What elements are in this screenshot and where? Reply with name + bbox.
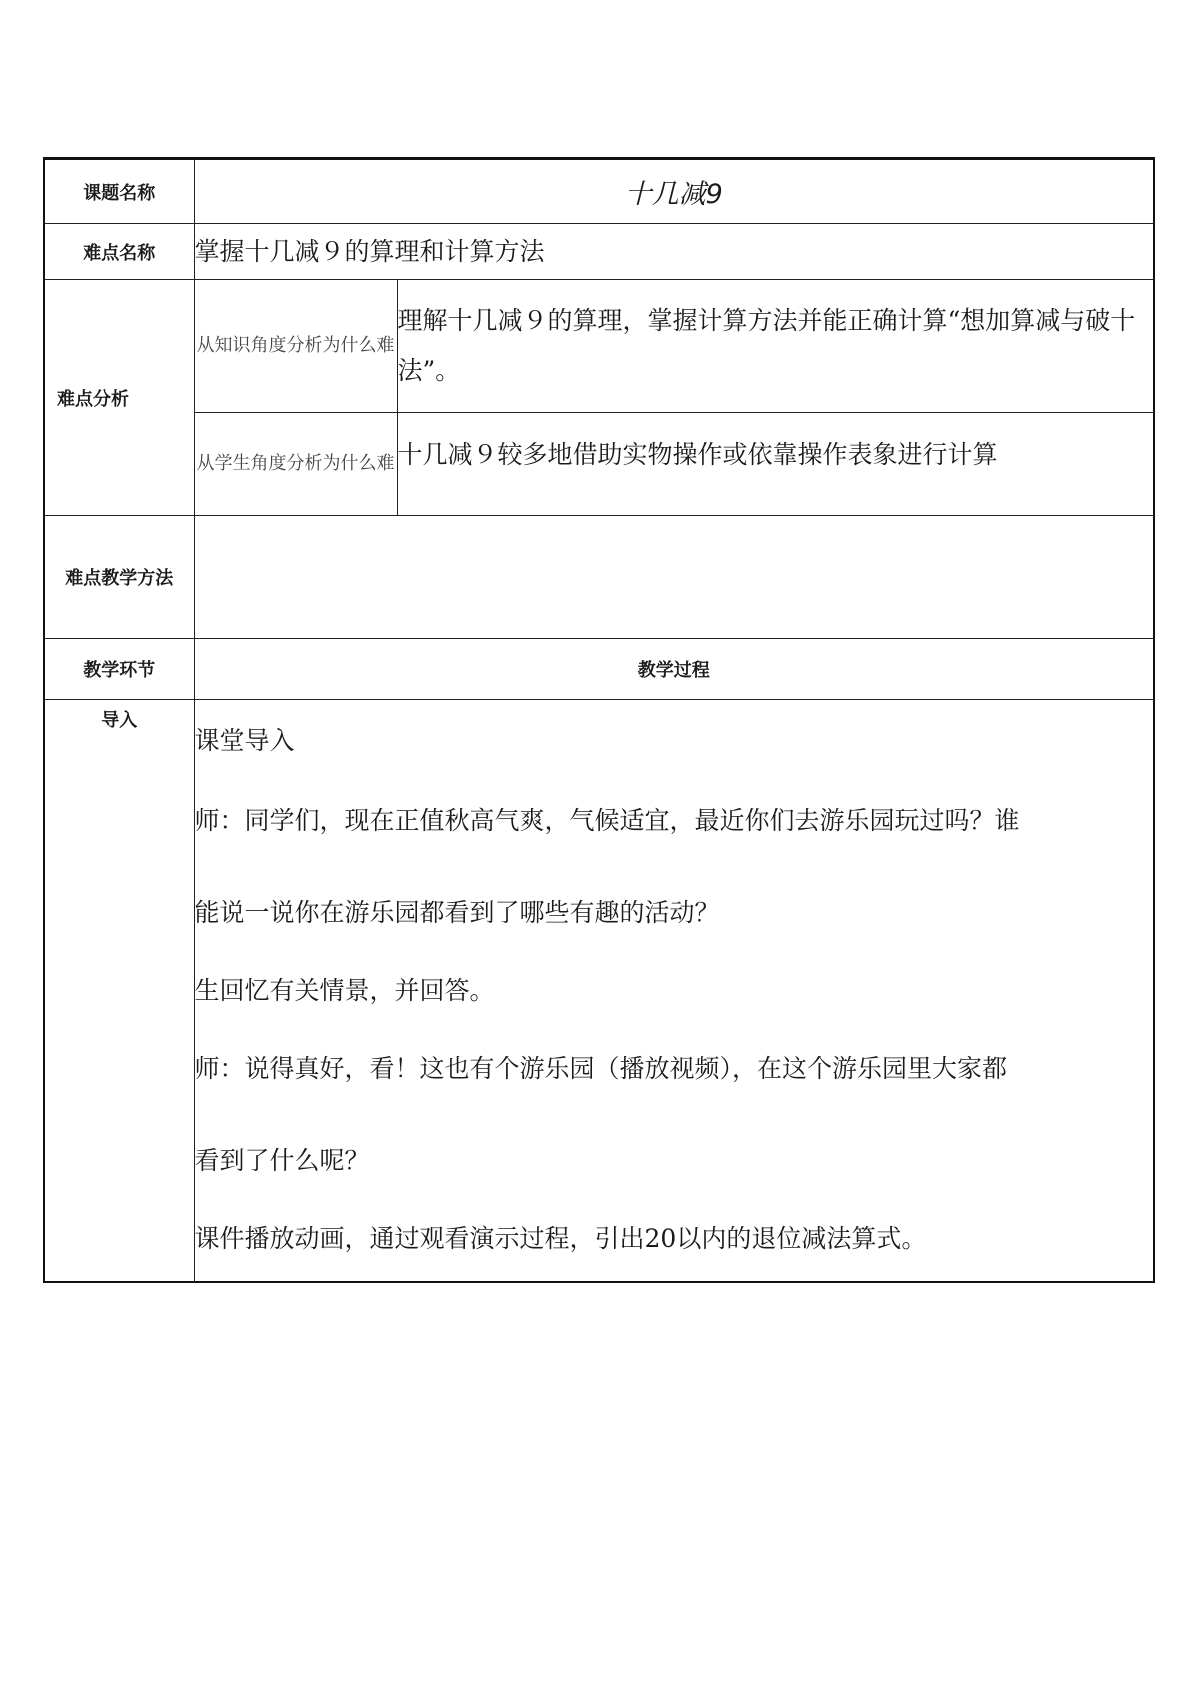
method-label: 难点教学方法 bbox=[44, 516, 194, 639]
process-paragraph: 能说一说你在游乐园都看到了哪些有趣的活动？ bbox=[194, 898, 720, 928]
analysis-label: 难点分析 bbox=[44, 280, 194, 516]
student-analysis-row bbox=[44, 413, 1154, 516]
knowledge-angle-label: 从知识角度分析为什么难 bbox=[194, 280, 397, 413]
process-paragraph: 生回忆有关情景，并回答。 bbox=[194, 976, 495, 1006]
student-angle-label: 从学生角度分析为什么难 bbox=[194, 413, 397, 516]
header-row bbox=[44, 639, 1154, 700]
stage-header: 教学环节 bbox=[44, 639, 194, 700]
difficulty-value: 掌握十几减９的算理和计算方法 bbox=[194, 224, 1154, 280]
topic-title: 十几减9 bbox=[194, 159, 1154, 224]
process-content bbox=[194, 700, 1154, 1282]
topic-label: 课题名称 bbox=[44, 159, 194, 224]
knowledge-angle-value: 理解十几减９的算理，掌握计算方法并能正确计算“想加算减与破十法”。 bbox=[397, 280, 1154, 413]
process-paragraph: 师：同学们，现在正值秋高气爽，气候适宜，最近你们去游乐园玩过吗？谁 bbox=[194, 806, 1020, 836]
method-row bbox=[44, 516, 1154, 639]
difficulty-label: 难点名称 bbox=[44, 224, 194, 280]
process-paragraph: 师：说得真好，看！这也有个游乐园（播放视频），在这个游乐园里大家都 bbox=[194, 1054, 1008, 1084]
stage-intro: 导入 bbox=[44, 700, 194, 1282]
process-paragraph: 课件播放动画，通过观看演示过程，引出20以内的退位减法算式。 bbox=[194, 1224, 927, 1254]
lesson-plan-table bbox=[43, 157, 1155, 1283]
intro-row bbox=[44, 700, 1154, 1282]
process-paragraph: 课堂导入 bbox=[194, 726, 295, 756]
knowledge-analysis-row bbox=[44, 280, 1154, 413]
difficulty-row bbox=[44, 224, 1154, 280]
method-value bbox=[194, 516, 1154, 639]
topic-row bbox=[44, 159, 1154, 224]
process-paragraph: 看到了什么呢？ bbox=[194, 1146, 370, 1176]
student-angle-value: 十几减９较多地借助实物操作或依靠操作表象进行计算 bbox=[397, 413, 1154, 516]
process-header: 教学过程 bbox=[194, 639, 1154, 700]
